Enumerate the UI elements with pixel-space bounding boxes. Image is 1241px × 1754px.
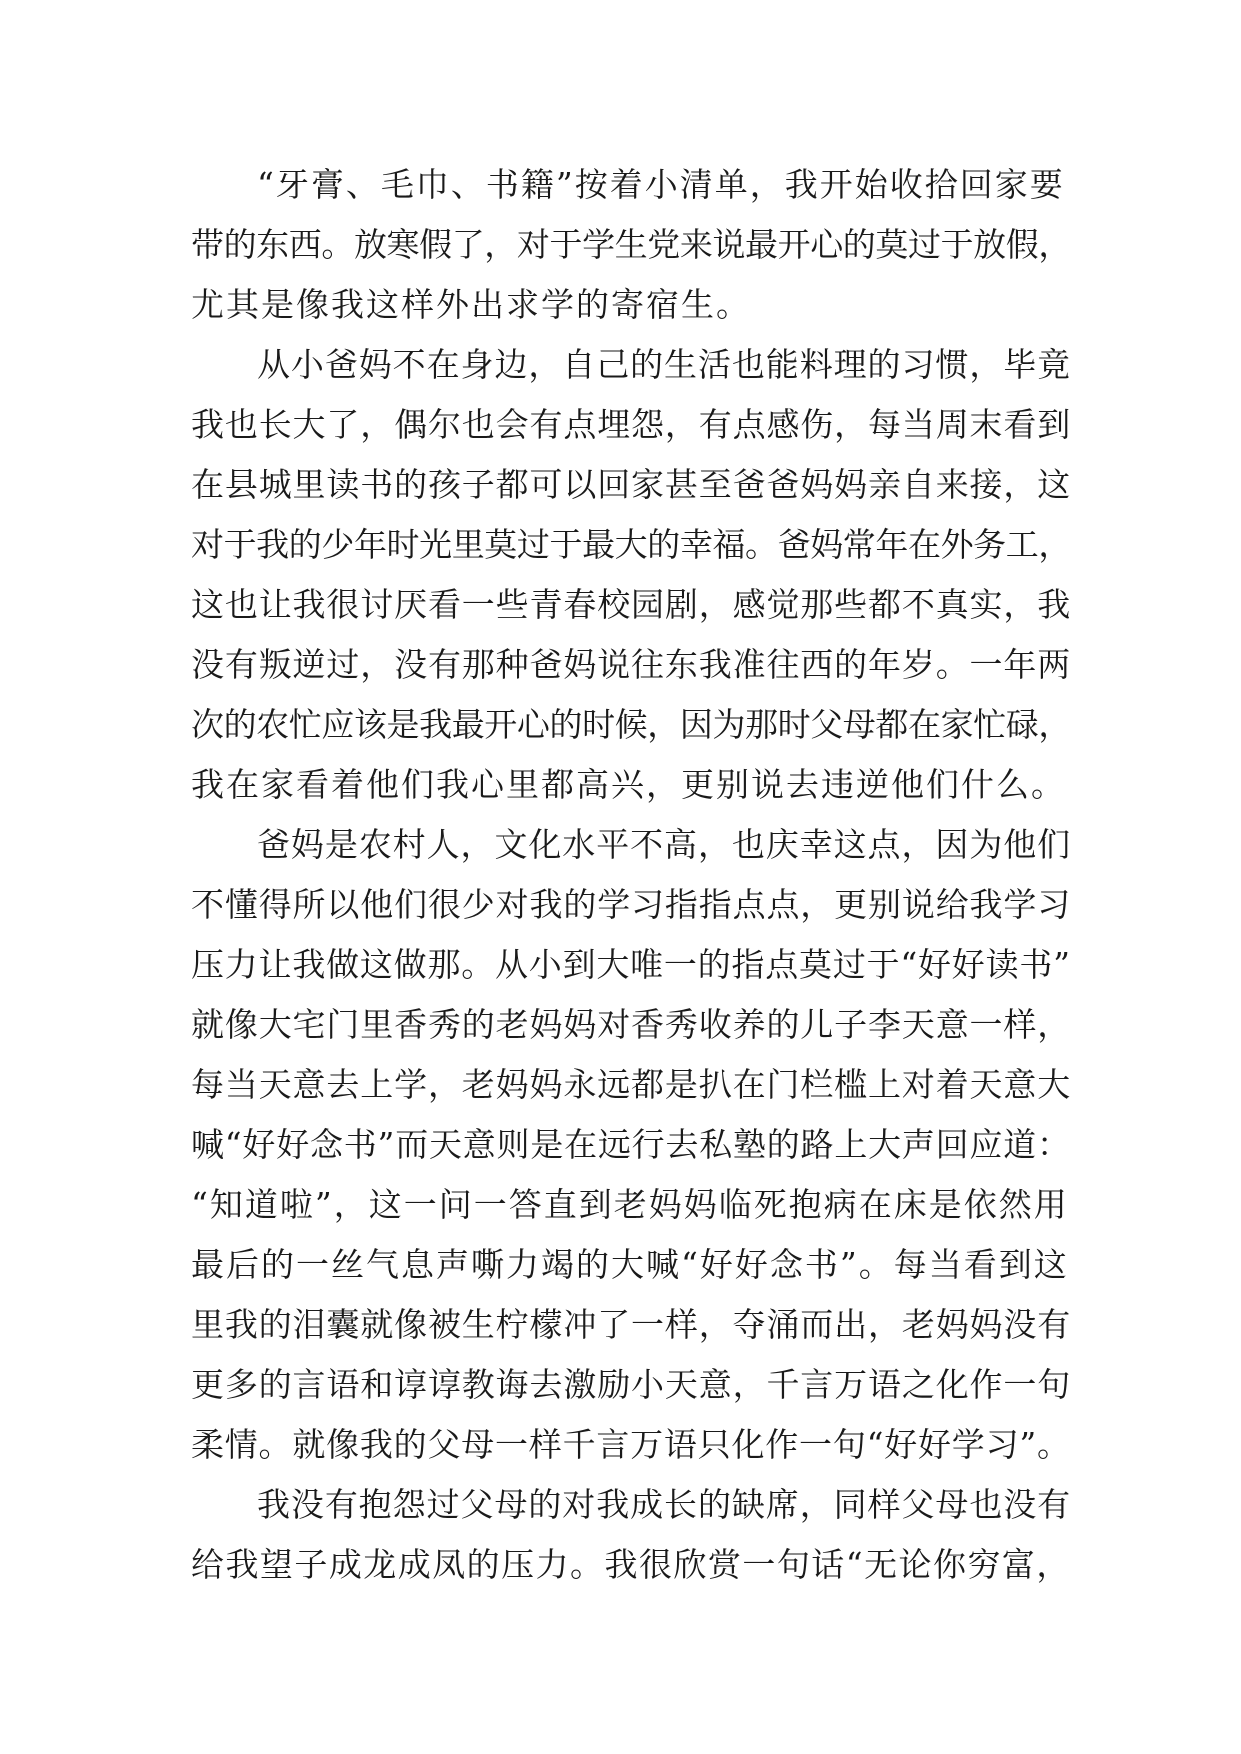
text-line: 最后的一丝气息声嘶力竭的大喊“好好念书”。每当看到这 — [191, 1245, 1069, 1284]
text-line: 更多的言语和谆谆教诲去激励小天意，千言万语之化作一句 — [191, 1365, 1072, 1404]
text-line: 给我望子成龙成凤的压力。我很欣赏一句话“无论你穷富， — [191, 1545, 1071, 1584]
text-line: 我也长大了，偶尔也会有点埋怨，有点感伤，每当周末看到 — [191, 405, 1072, 444]
text-line: 不懂得所以他们很少对我的学习指指点点，更别说给我学习 — [191, 885, 1072, 924]
document-body — [191, 155, 1071, 1595]
paragraph-2 — [191, 335, 1071, 815]
text-line: 带的东西。放寒假了，对于学生党来说最开心的莫过于放假， — [191, 225, 1071, 264]
text-line: 柔情。就像我的父母一样千言万语只化作一句“好好学习”。 — [191, 1425, 1071, 1464]
text-line: “牙膏、毛巾、书籍”按着小清单，我开始收拾回家要 — [257, 165, 1065, 204]
paragraph-3 — [191, 815, 1071, 1475]
text-line: 里我的泪囊就像被生柠檬冲了一样，夺涌而出，老妈妈没有 — [191, 1305, 1072, 1344]
text-line: 从小爸妈不在身边，自己的生活也能料理的习惯，毕竟 — [257, 345, 1072, 384]
text-line: 爸妈是农村人，文化水平不高，也庆幸这点，因为他们 — [257, 825, 1072, 864]
text-line: 喊“好好念书”而天意则是在远行去私塾的路上大声回应道： — [191, 1125, 1071, 1164]
text-line: “知道啦”，这一问一答直到老妈妈临死抱病在床是依然用 — [191, 1185, 1069, 1224]
paragraph-1 — [191, 155, 1071, 335]
text-line: 每当天意去上学，老妈妈永远都是扒在门栏槛上对着天意大 — [191, 1065, 1072, 1104]
text-line: 压力让我做这做那。从小到大唯一的指点莫过于“好好读书” — [191, 945, 1071, 984]
text-line: 对于我的少年时光里莫过于最大的幸福。爸妈常年在外务工， — [191, 525, 1071, 564]
paragraph-4 — [191, 1475, 1071, 1595]
text-line: 就像大宅门里香秀的老妈妈对香秀收养的儿子李天意一样， — [191, 1005, 1072, 1044]
text-line: 我在家看着他们我心里都高兴，更别说去违逆他们什么。 — [191, 765, 1066, 804]
text-line: 次的农忙应该是我最开心的时候，因为那时父母都在家忙碌， — [191, 705, 1071, 744]
text-line: 尤其是像我这样外出求学的寄宿生。 — [191, 285, 751, 324]
text-line: 这也让我很讨厌看一些青春校园剧，感觉那些都不真实，我 — [191, 585, 1072, 624]
text-line: 在县城里读书的孩子都可以回家甚至爸爸妈妈亲自来接，这 — [191, 465, 1072, 504]
text-line: 我没有抱怨过父母的对我成长的缺席，同样父母也没有 — [257, 1485, 1072, 1524]
text-line: 没有叛逆过，没有那种爸妈说往东我准往西的年岁。一年两 — [191, 645, 1072, 684]
